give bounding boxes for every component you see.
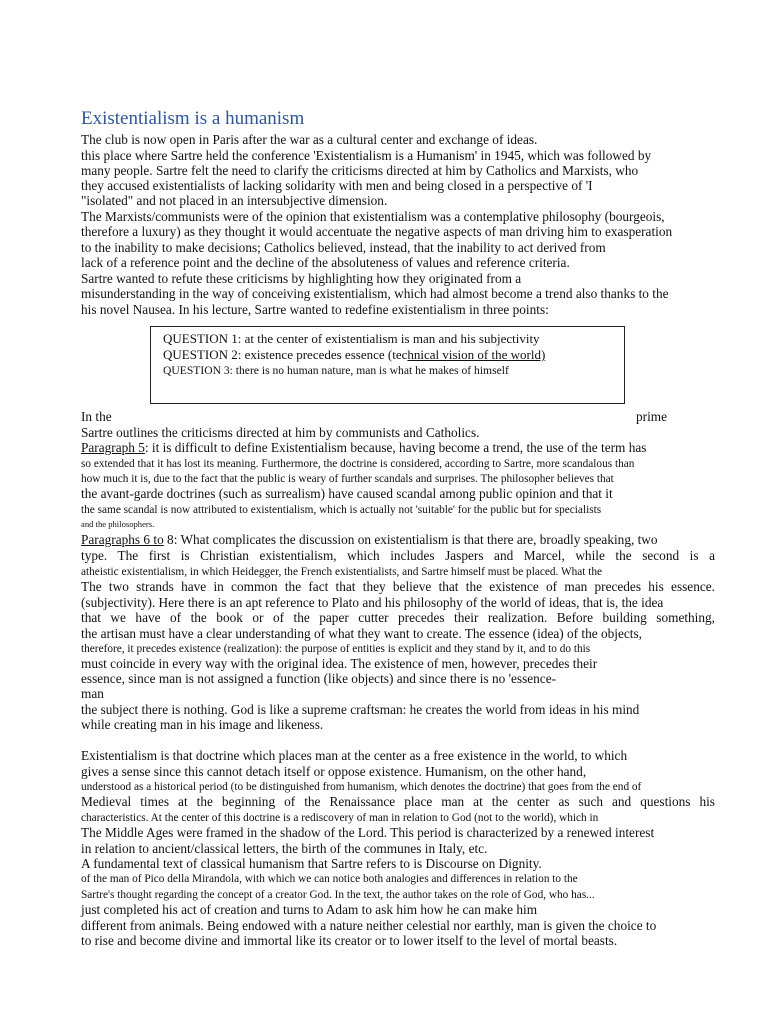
humanism-line: to rise and become divine and immortal like its creator or to lower itself to the level of mortal beasts. bbox=[81, 933, 618, 948]
sartre-outline-line: Sartre outlines the criticisms directed at him by communists and Catholics. bbox=[81, 425, 480, 440]
paragraph-5-line: so extended that it has lost its meaning. Furthermore, the doctrine is considered, according to Sartre, more scandalous than bbox=[81, 458, 635, 470]
paragraph-6-line: must coincide in every way with the original idea. The existence of men, however, precedes their bbox=[81, 656, 598, 671]
intro-line: "isolated" and not placed in an intersubjective dimension. bbox=[81, 193, 388, 208]
humanism-line: understood as a historical period (to be distinguished from humanism, which denotes the doctrine) that goes from the end of bbox=[81, 781, 642, 793]
humanism-line: The Middle Ages were framed in the shadow of the Lord. This period is characterized by a renewed interest bbox=[81, 825, 655, 840]
intro-line: therefore a luxury) as they thought it would accentuate the negative aspects of man driving him to exasperation bbox=[81, 224, 673, 239]
paragraph-5-line: and the philosophers. bbox=[81, 519, 155, 529]
paragraph-5-line: how much it is, due to the fact that the public is weary of further scandals and surprises. The philosopher believes that bbox=[81, 473, 614, 485]
paragraph-6-line: therefore, it precedes existence (realization): the purpose of entities is explicit and they stand by it, and to do this bbox=[81, 643, 591, 655]
paragraph-6-line: the subject there is nothing. God is like a supreme craftsman: he creates the world from ideas in his mind bbox=[81, 702, 640, 717]
question-1: QUESTION 1: at the center of existentialism is man and his subjectivity bbox=[163, 331, 540, 346]
paragraph-6-line: the artisan must have a clear understanding of what they want to create. The essence (idea) of the objects, bbox=[81, 626, 642, 641]
intro-line: they accused existentialists of lacking solidarity with men and being closed in a perspective of 'I bbox=[81, 178, 593, 193]
intro-line: The Marxists/communists were of the opinion that existentialism was a contemplative philosophy (bourgeois, bbox=[81, 209, 665, 224]
paragraph-6-line: type. The first is Christian existentialism, which includes Jaspers and Marcel, while the second is a bbox=[81, 548, 715, 563]
intro-line: many people. Sartre felt the need to clarify the criticisms directed at him by Catholics and Marxists, who bbox=[81, 163, 639, 178]
humanism-line: in relation to ancient/classical letters, the birth of the communes in Italy, etc. bbox=[81, 841, 488, 856]
paragraph-6-first-line bbox=[81, 532, 658, 548]
paragraph-5-first-line bbox=[81, 440, 646, 456]
intro-line: The club is now open in Paris after the war as a cultural center and exchange of ideas. bbox=[81, 132, 538, 147]
intro-line: lack of a reference point and the decline of the absoluteness of values and reference criteria. bbox=[81, 255, 570, 270]
intro-line: to the inability to make decisions; Catholics believed, instead, that the inability to act derived from bbox=[81, 240, 606, 255]
paragraph-5-line: the same scandal is now attributed to existentialism, which is actually not 'suitable' for the public but for specialists bbox=[81, 504, 602, 516]
humanism-line: gives a sense since this cannot detach itself or oppose existence. Humanism, on the other hand, bbox=[81, 764, 587, 779]
paragraph-6-line: while creating man in his image and likeness. bbox=[81, 717, 324, 732]
humanism-line: A fundamental text of classical humanism that Sartre refers to is Discourse on Dignity. bbox=[81, 856, 542, 871]
question-2 bbox=[163, 347, 545, 363]
humanism-line: just completed his act of creation and turns to Adam to ask him how he can make him bbox=[81, 902, 538, 917]
intro-line: Sartre wanted to refute these criticisms by highlighting how they originated from a bbox=[81, 271, 522, 286]
humanism-line: of the man of Pico della Mirandola, with which we can notice both analogies and differences in relation to the bbox=[81, 873, 578, 885]
question-2-text: QUESTION 2: existence precedes essence (tec bbox=[163, 347, 408, 362]
intro-line: this place where Sartre held the conference 'Existentialism is a Humanism' in 1945, which was followed by bbox=[81, 148, 652, 163]
humanism-line: different from animals. Being endowed with a nature neither celestial nor earthly, man is given the choice to bbox=[81, 918, 657, 933]
paragraph-6-line: essence, since man is not assigned a function (like objects) and since there is no 'essence- bbox=[81, 671, 557, 686]
question-2-underlined: hnical vision of the world) bbox=[407, 347, 546, 362]
paragraph-6-line: The two strands have in common the fact that they believe that the existence of man precedes his essence. bbox=[81, 579, 715, 594]
intro-line: misunderstanding in the way of conceiving existentialism, which had almost become a trend also thanks to the bbox=[81, 286, 669, 301]
humanism-line: Medieval times at the beginning of the Renaissance place man at the center as such and questions his bbox=[81, 794, 715, 809]
document-title: Existentialism is a humanism bbox=[81, 108, 305, 129]
paragraph-6-line: (subjectivity). Here there is an apt reference to Plato and his philosophy of the world of ideas, that is, the idea bbox=[81, 595, 664, 610]
humanism-line: Existentialism is that doctrine which places man at the center as a free existence in the world, to which bbox=[81, 748, 628, 763]
paragraph-6-text: 8: What complicates the discussion on existentialism is that there are, broadly speaking, two bbox=[163, 532, 658, 547]
humanism-line: characteristics. At the center of this doctrine is a rediscovery of man in relation to God (not to the world), which in bbox=[81, 812, 599, 824]
paragraph-5-line: the avant-garde doctrines (such as surrealism) have caused scandal among public opinion and that it bbox=[81, 486, 613, 501]
intro-line: his novel Nausea. In his lecture, Sartre wanted to redefine existentialism in three points: bbox=[81, 302, 549, 317]
paragraph-6-line: atheistic existentialism, in which Heidegger, the French existentialists, and Sartre himself must be placed. What the bbox=[81, 566, 603, 578]
paragraph-6-line: man bbox=[81, 686, 104, 701]
humanism-line: Sartre's thought regarding the concept of a creator God. In the text, the author takes on the role of God, who has... bbox=[81, 889, 595, 901]
question-3: QUESTION 3: there is no human nature, man is what he makes of himself bbox=[163, 364, 509, 377]
paragraph-5-text: : it is difficult to define Existentialism because, having become a trend, the use of the term has bbox=[144, 440, 647, 455]
questions-box bbox=[150, 326, 625, 404]
paragraph-6-label: Paragraphs 6 to bbox=[81, 532, 164, 547]
paragraph-6-line: that we have of the book or of the paper cutter precedes their realization. Before building something, bbox=[81, 610, 715, 625]
in-the-text: In the bbox=[81, 409, 112, 424]
prime-text: prime bbox=[636, 409, 668, 424]
paragraph-5-label: Paragraph 5 bbox=[81, 440, 145, 455]
